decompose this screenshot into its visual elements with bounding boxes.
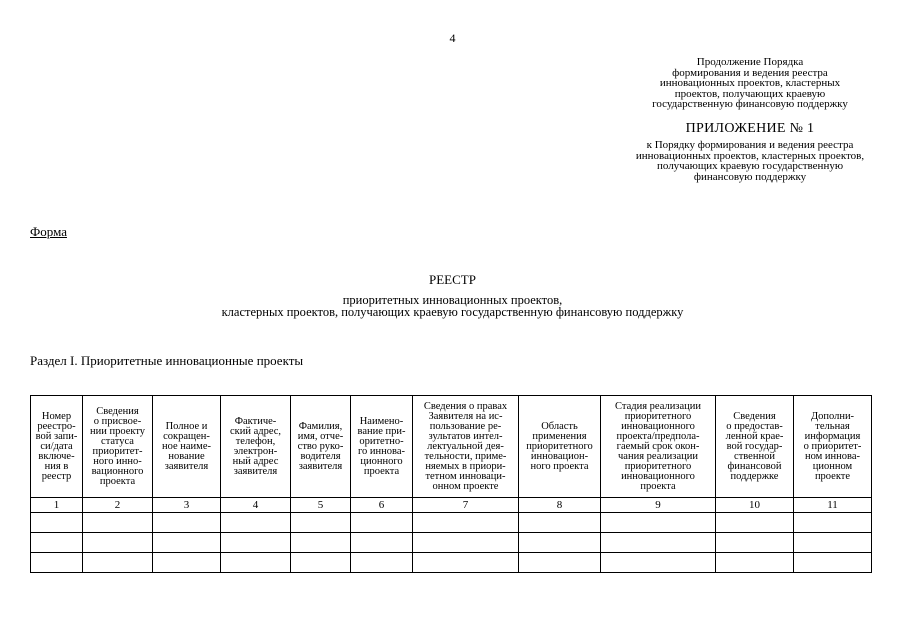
column-header-line: реестро- <box>37 420 76 432</box>
column-header-line: заявителя <box>233 465 278 477</box>
column-header-line: онном проекте <box>432 480 499 492</box>
column-header-line: о приоритет- <box>803 440 862 452</box>
document-title: РЕЕСТР <box>429 272 476 287</box>
column-number: 2 <box>83 498 153 513</box>
column-header-line: ного проекта <box>530 460 589 472</box>
table-cell <box>413 513 519 533</box>
table-cell <box>221 513 291 533</box>
column-header-line: тетном инноваци- <box>425 470 506 482</box>
table-cell <box>221 553 291 573</box>
column-header-line: инновационного <box>621 420 695 432</box>
continuation-line: инновационных проектов, кластерных <box>659 77 841 89</box>
column-header-line: ционного <box>360 455 403 467</box>
column-header-3 <box>153 396 221 498</box>
column-header-line: ный адрес <box>232 455 279 467</box>
continuation-line: Продолжение Порядка <box>696 56 804 68</box>
column-header-line: чания реализации <box>618 450 698 462</box>
column-header-line: Сведения <box>733 410 776 422</box>
column-header-line: проекта <box>640 480 676 492</box>
column-header-line: сокращен- <box>163 430 210 442</box>
column-header-line: применения <box>532 430 587 442</box>
appendix-line: финансовую поддержку <box>693 170 807 183</box>
column-header-line: Стадия реализации <box>615 400 701 412</box>
column-header-line: водителя <box>300 450 341 462</box>
column-header-line: телефон, <box>235 435 276 447</box>
column-header-line: гаемый срок окон- <box>616 440 700 452</box>
appendix-line: к Порядку формирования и ведения реестра <box>646 139 854 151</box>
table-cell <box>351 533 413 553</box>
column-header-line: нии проекту <box>89 425 146 437</box>
table-cell <box>291 513 351 533</box>
column-header-line: си/дата <box>40 440 73 452</box>
column-header-line: Сведения о правах <box>423 400 508 412</box>
table-cell <box>794 533 872 553</box>
table-cell <box>83 553 153 573</box>
column-header-4 <box>221 396 291 498</box>
column-number: 6 <box>351 498 413 513</box>
continuation-line: формирования и ведения реестра <box>672 66 828 79</box>
column-number: 8 <box>519 498 601 513</box>
column-header-line: имя, отче- <box>297 430 344 442</box>
column-header-line: Номер <box>41 410 72 422</box>
column-header-line: ном иннова- <box>804 450 861 462</box>
column-header-line: Наимено- <box>359 415 404 427</box>
section-heading: Раздел I. Приоритетные инновационные проекты <box>30 353 304 368</box>
column-header-line: проекта/предпола- <box>616 430 700 442</box>
column-header-line: го иннова- <box>357 445 405 457</box>
column-header-7 <box>413 396 519 498</box>
subtitle-line: кластерных проектов, получающих краевую государственную финансовую поддержку <box>221 305 684 319</box>
column-header-line: о предостав- <box>726 420 783 432</box>
continuation-header <box>600 57 900 110</box>
table-cell <box>31 533 83 553</box>
column-header-line: ния в <box>44 460 69 472</box>
continuation-line: государственную финансовую поддержку <box>652 98 848 110</box>
column-header-line: оритетно- <box>359 435 404 447</box>
table-cell <box>83 513 153 533</box>
column-header-line: ного инно- <box>93 455 142 467</box>
column-header-line: нование <box>168 450 205 462</box>
column-header-line: проекте <box>814 470 851 482</box>
table-cell <box>351 513 413 533</box>
column-header-line: приоритет- <box>92 445 143 457</box>
subtitle-line: приоритетных инновационных проектов, <box>342 293 563 307</box>
page-number: 4 <box>449 31 456 45</box>
column-header-line: заявителя <box>298 460 343 472</box>
column-header-line: тельности, приме- <box>424 450 507 462</box>
column-header-6 <box>351 396 413 498</box>
column-header-9 <box>601 396 716 498</box>
column-header-line: тельная <box>815 420 850 432</box>
column-header-8 <box>519 396 601 498</box>
appendix-title: ПРИЛОЖЕНИЕ № 1 <box>685 121 815 136</box>
continuation-line: проектов, получающих краевую <box>674 87 826 100</box>
column-header-line: приоритетного <box>526 440 593 452</box>
column-header-line: вой запи- <box>35 430 78 442</box>
table-row <box>31 553 872 573</box>
table-row <box>31 513 872 533</box>
table-cell <box>716 533 794 553</box>
column-header-11 <box>794 396 872 498</box>
column-number-row <box>31 498 872 513</box>
column-header-line: ционном <box>812 460 853 472</box>
table-cell <box>716 513 794 533</box>
column-header-line: пользование ре- <box>429 420 502 432</box>
column-number: 9 <box>601 498 716 513</box>
column-header-line: приоритетного <box>624 410 692 422</box>
table-cell <box>794 513 872 533</box>
column-header-line: финансовой <box>727 460 782 472</box>
column-header-line: Фамилия, <box>298 420 343 432</box>
column-header-5 <box>291 396 351 498</box>
column-header-line: проекта <box>363 465 400 477</box>
table-cell <box>519 513 601 533</box>
table-row <box>31 533 872 553</box>
table-cell <box>519 553 601 573</box>
column-header-2 <box>83 396 153 498</box>
table-cell <box>291 533 351 553</box>
table-cell <box>413 533 519 553</box>
column-header-line: Область <box>541 420 578 432</box>
column-header-line: реестр <box>41 470 72 482</box>
table-cell <box>413 553 519 573</box>
appendix-line: инновационных проектов, кластерных проектов, <box>635 149 865 162</box>
column-number: 1 <box>31 498 83 513</box>
column-header-line: о присвое- <box>93 415 142 427</box>
column-header-line: включе- <box>38 450 75 462</box>
column-header-line: Дополни- <box>810 410 855 422</box>
column-header-line: инновацион- <box>530 450 589 462</box>
column-header-line: ский адрес, <box>229 425 282 437</box>
table-cell <box>519 533 601 553</box>
column-header-line: инновационного <box>621 470 695 482</box>
column-header-line: вой государ- <box>726 440 783 452</box>
column-header-line: статуса <box>101 435 134 447</box>
form-label: Форма <box>30 224 67 239</box>
document-subtitle <box>0 294 905 318</box>
table-cell <box>153 533 221 553</box>
table-cell <box>153 513 221 533</box>
column-header-10 <box>716 396 794 498</box>
table-cell <box>291 553 351 573</box>
column-header-line: поддержке <box>730 470 779 482</box>
table-cell <box>351 553 413 573</box>
table-cell <box>601 513 716 533</box>
column-header-line: приоритетного <box>624 460 692 472</box>
column-header-line: информация <box>804 430 861 442</box>
column-header-line: Полное и <box>165 420 208 432</box>
column-header-line: вание при- <box>357 425 406 437</box>
table-cell <box>794 553 872 573</box>
table-cell <box>716 553 794 573</box>
column-number: 5 <box>291 498 351 513</box>
column-header-line: зультатов интел- <box>428 430 503 442</box>
column-number: 4 <box>221 498 291 513</box>
column-header-line: Сведения <box>96 405 139 417</box>
column-number: 7 <box>413 498 519 513</box>
column-header-line: проекта <box>99 475 136 487</box>
column-header-line: ственной <box>734 450 775 462</box>
table-cell <box>601 553 716 573</box>
table-header-row <box>31 396 872 498</box>
column-number: 10 <box>716 498 794 513</box>
registry-table <box>30 395 872 573</box>
table-cell <box>83 533 153 553</box>
column-number: 3 <box>153 498 221 513</box>
table-cell <box>31 553 83 573</box>
column-header-line: няемых в приори- <box>425 460 506 472</box>
column-header-line: заявителя <box>164 460 209 472</box>
table-cell <box>31 513 83 533</box>
appendix-text <box>600 140 900 182</box>
column-header-line: вационного <box>91 465 144 477</box>
column-header-line: ное наиме- <box>162 440 211 452</box>
column-header-line: ленной крае- <box>725 430 784 442</box>
column-header-line: Фактиче- <box>234 415 277 427</box>
column-header-line: электрон- <box>233 445 278 457</box>
appendix-line: получающих краевую государственную <box>656 160 844 172</box>
table-cell <box>153 553 221 573</box>
column-header-line: лектуальной дея- <box>427 440 504 452</box>
table-cell <box>221 533 291 553</box>
table-cell <box>601 533 716 553</box>
column-header-line: Заявителя на ис- <box>428 410 503 422</box>
column-header-1 <box>31 396 83 498</box>
column-number: 11 <box>794 498 872 513</box>
column-header-line: ство руко- <box>297 440 344 452</box>
